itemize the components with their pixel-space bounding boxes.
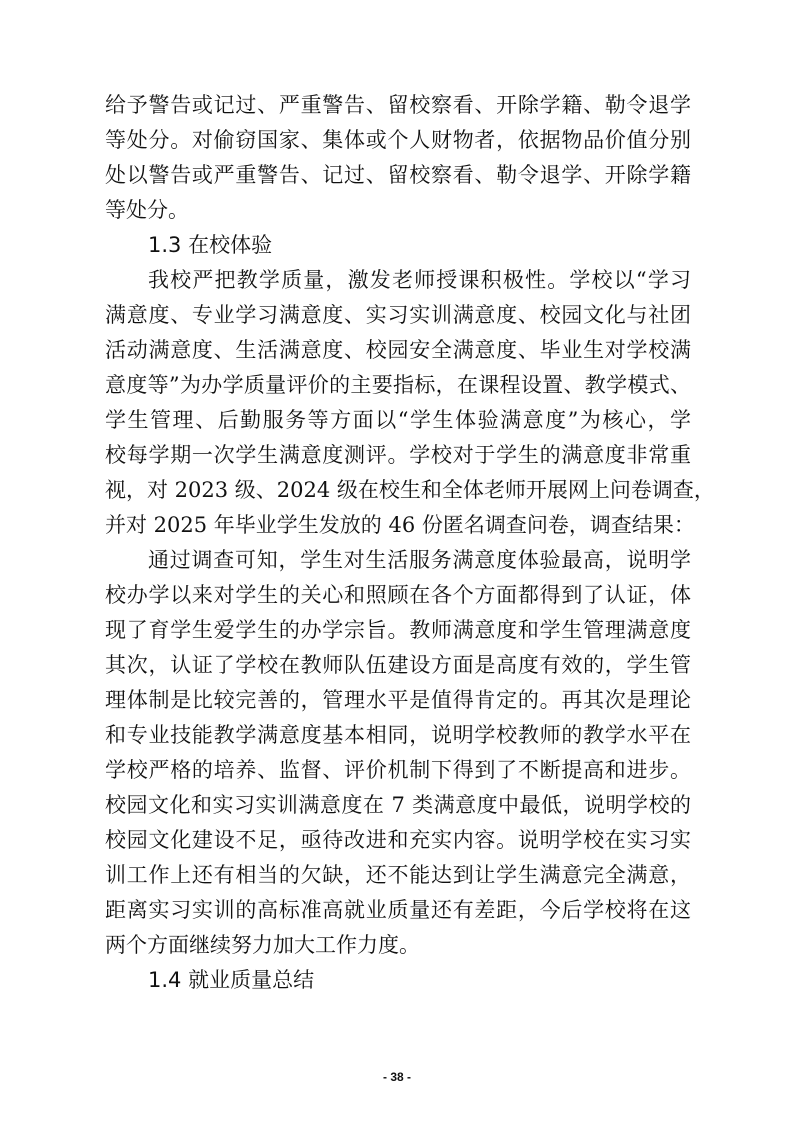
text-line: 满意度、专业学习满意度、实习实训满意度、校园文化与社团 — [105, 303, 691, 327]
section-heading-1-4: 1.4 就业质量总结 — [148, 968, 315, 992]
text-line: 活动满意度、生活满意度、校园安全满意度、毕业生对学校满 — [105, 338, 691, 362]
text-line: 学校严格的培养、监督、评价机制下得到了不断提高和进步。 — [105, 758, 691, 782]
text-line: 等处分。对偷窃国家、集体或个人财物者，依据物品价值分别 — [105, 128, 691, 152]
text-line: 两个方面继续努力加大工作力度。 — [105, 933, 420, 957]
text-line: 并对 2025 年毕业学生发放的 46 份匿名调查问卷，调查结果： — [105, 513, 695, 537]
text-line: 处以警告或严重警告、记过、留校察看、勒令退学、开除学籍 — [105, 163, 691, 187]
paragraph-discipline — [105, 88, 691, 228]
text-line: 其次，认证了学校在教师队伍建设方面是高度有效的，学生管 — [105, 653, 691, 677]
text-line: 训工作上还有相当的欠缺，还不能达到让学生满意完全满意， — [105, 863, 691, 887]
text-line: 校每学期一次学生满意度测评。学校对于学生的满意度非常重 — [105, 443, 691, 467]
text-line: 校园文化和实习实训满意度在 7 类满意度中最低，说明学校的 — [105, 793, 691, 817]
text-line: 理体制是比较完善的，管理水平是值得肯定的。再其次是理论 — [105, 688, 691, 712]
text-line: 距离实习实训的高标准高就业质量还有差距，今后学校将在这 — [105, 898, 691, 922]
text-line: 校园文化建设不足，亟待改进和充实内容。说明学校在实习实 — [105, 828, 691, 852]
text-line: 给予警告或记过、严重警告、留校察看、开除学籍、勒令退学 — [105, 93, 691, 117]
text-line: 我校严把教学质量，激发老师授课积极性。学校以“学习 — [148, 268, 691, 292]
text-line: 现了育学生爱学生的办学宗旨。教师满意度和学生管理满意度 — [105, 618, 691, 642]
text-line: 通过调查可知，学生对生活服务满意度体验最高，说明学 — [148, 548, 691, 572]
paragraph-school-experience — [105, 263, 715, 543]
text-line: 和专业技能教学满意度基本相同，说明学校教师的教学水平在 — [105, 723, 691, 747]
text-line: 意度等”为办学质量评价的主要指标，在课程设置、教学模式、 — [105, 373, 691, 397]
text-line: 学生管理、后勤服务等方面以“学生体验满意度”为核心，学 — [105, 408, 691, 432]
section-heading-1-3: 1.3 在校体验 — [148, 233, 273, 257]
page-number: - 38 - — [382, 1070, 411, 1084]
document-body — [105, 88, 715, 998]
text-line: 等处分。 — [105, 198, 189, 222]
text-line: 视，对 2023 级、2024 级在校生和全体老师开展网上问卷调查， — [105, 478, 715, 502]
text-line: 校办学以来对学生的关心和照顾在各个方面都得到了认证，体 — [105, 583, 691, 607]
paragraph-survey-results — [105, 543, 691, 963]
